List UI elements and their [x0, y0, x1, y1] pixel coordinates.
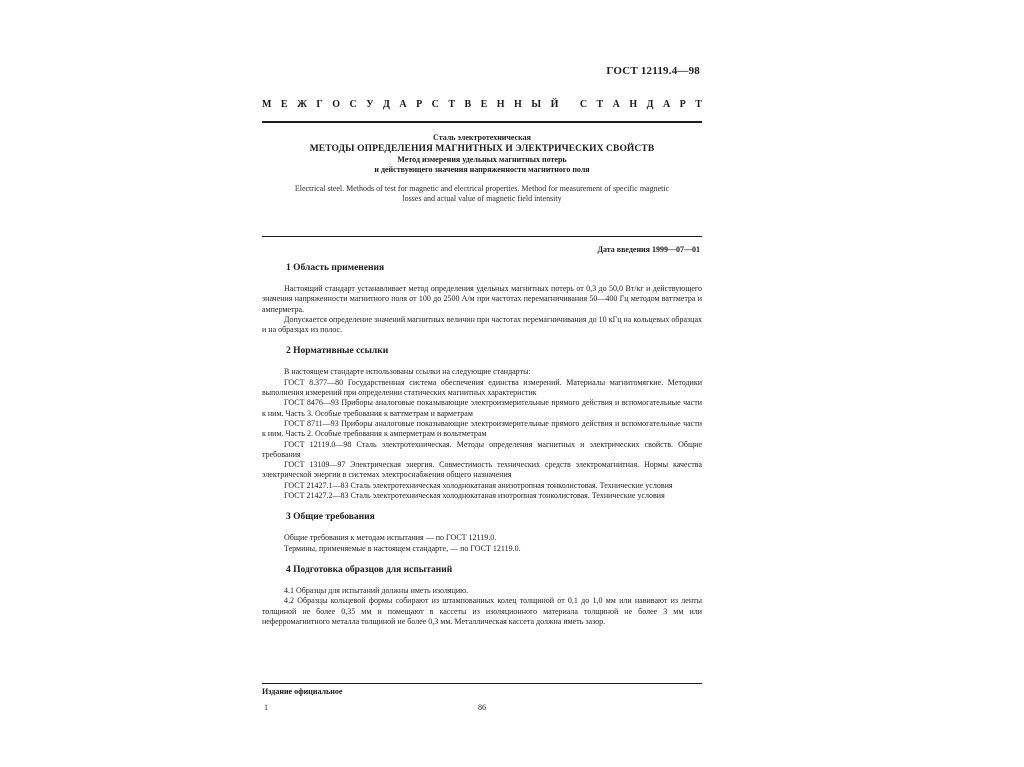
section-4-paragraph-1: 4.1 Образцы для испытаний должны иметь изоляцию. — [284, 585, 469, 595]
english-title-line-2: losses and actual value of magnetic field intensity — [402, 194, 562, 203]
page-number-left: 1 — [264, 703, 268, 712]
interstate-letter: А — [399, 99, 407, 110]
page-number-center: 86 — [478, 703, 486, 712]
interstate-letter: О — [332, 99, 341, 110]
section-2-paragraph-1: В настоящем стандарте использованы ссылки на следующие стандарты: — [284, 367, 531, 377]
interstate-letter: Р — [679, 99, 686, 110]
section-2-paragraph-2: ГОСТ 8.377—80 Государственная система обеспечения единства измерений. Материалы магнитомягкие. Методики выполнения измерений при определении статических магнитных характеристик — [262, 377, 702, 398]
section-2-title: 2 Нормативные ссылки — [286, 346, 389, 357]
section-4-paragraph-2: 4.2 Образцы кольцевой формы собирают из штампованных колец толщиной от 0,1 до 1,0 мм или навивают из ленты толщиной не более 0,35 мм и помещают в кассеты из изоляционного материала толщиной не более 3 мм или неферромагнитного металла толщиной не более 0,3 мм. Металлическая кассета должна иметь зазор. — [262, 596, 702, 626]
footer-rule — [262, 683, 702, 684]
interstate-letter: Н — [514, 99, 522, 110]
section-2-paragraph-6: ГОСТ 13109—97 Электрическая энергия. Совместимость технических средств электромагнитная. Нормы качества электрической энергии в системах электроснабжения общего назначения — [262, 460, 702, 480]
document-page — [262, 55, 702, 720]
interstate-standard-heading — [262, 99, 702, 110]
interstate-letter: Д — [383, 99, 390, 110]
interstate-letter: Е — [480, 99, 488, 110]
interstate-letter: Н — [629, 99, 638, 110]
interstate-letter: Н — [496, 99, 505, 110]
interstate-letter: Е — [280, 99, 288, 110]
title-rule — [262, 236, 702, 237]
interstate-letter: С — [579, 99, 588, 110]
interstate-letter: В — [464, 99, 472, 110]
english-title-line-1: Electrical steel. Methods of test for magnetic and electrical properties. Method for measurement of specific magnetic — [294, 184, 670, 193]
section-2-paragraph-8: ГОСТ 21427.2—83 Сталь электротехническая холоднокатаная изотропная тонколистовая. Технические условия — [284, 491, 665, 501]
official-edition-label: Издание официальное — [262, 687, 343, 696]
section-2-paragraph-5: ГОСТ 12119.0—98 Сталь электротехническая. Методы определения магнитных и электрических свойств. Общие требования — [262, 439, 702, 459]
section-3-paragraph-1: Общие требования к методам испытания — по ГОСТ 12119.0. — [284, 533, 497, 543]
interstate-letter: А — [612, 99, 620, 110]
interstate-letter: А — [662, 99, 671, 110]
section-2-paragraph-7: ГОСТ 21427.1—83 Сталь электротехническая холоднокатаная анизотропная тонколистовая. Технические условия — [284, 480, 673, 490]
interstate-letter: С — [349, 99, 357, 110]
section-4-title: 4 Подготовка образцов для испытаний — [286, 564, 453, 575]
interstate-letter: Т — [448, 99, 456, 110]
section-1-paragraph-2: Допускается определение значений магнитных величин при частотах перемагничивания до 10 кГц на кольцевых образцах и на образцах из полос. — [262, 314, 702, 335]
interstate-letter: Р — [416, 99, 423, 110]
section-1-paragraph-1: Настоящий стандарт устанавливает метод определения удельных магнитных потерь от 0,3 до 50,0 Вт/кг и действующего значения напряженности магнитного поля от 100 до 2500 А/м при частотах перемагничивания 50—400 Гц методом ваттметра и амперметра. — [262, 284, 702, 314]
interstate-letter: У — [366, 99, 374, 110]
interstate-letter: С — [431, 99, 439, 110]
interstate-letter: Й — [550, 99, 559, 110]
introduction-date: Дата введения 1999—07—01 — [597, 245, 700, 254]
interstate-letter: Т — [596, 99, 604, 110]
interstate-letter: Г — [316, 99, 323, 110]
main-title: МЕТОДЫ ОПРЕДЕЛЕНИЯ МАГНИТНЫХ И ЭЛЕКТРИЧЕСКИХ СВОЙСТВ — [309, 144, 655, 154]
interstate-letter: Ы — [531, 99, 542, 110]
interstate-letter: Ж — [297, 99, 307, 110]
method-line-1: Метод измерения удельных магнитных потерь — [397, 155, 567, 164]
header-rule — [262, 121, 702, 123]
interstate-letter: Д — [646, 99, 654, 110]
interstate-letter: М — [262, 99, 272, 110]
title-block — [262, 133, 702, 204]
interstate-word-gap — [568, 99, 571, 110]
section-2-paragraph-3: ГОСТ 8476—93 Приборы аналоговые показывающие электроизмерительные прямого действия и вспомогательные части к ним. Часть 3. Особые требования к ваттметрам и варметрам — [262, 398, 702, 418]
section-3-paragraph-2: Термины, применяемые в настоящем стандарте, — по ГОСТ 12119.0. — [284, 543, 521, 553]
interstate-letter: Т — [695, 99, 702, 110]
document-code: ГОСТ 12119.4—98 — [606, 65, 700, 77]
section-1-title: 1 Область применения — [286, 263, 385, 273]
section-3-title: 3 Общие требования — [286, 512, 375, 523]
subject-line: Сталь электротехническая — [433, 133, 531, 142]
section-2-paragraph-4: ГОСТ 8711—93 Приборы аналоговые показывающие электроизмерительные прямого действия и вспомогательные части к ним. Часть 2. Особые требования к амперметрам и вольтметрам — [262, 418, 702, 439]
document-body — [262, 262, 702, 627]
method-line-2: и действующего значения напряженности магнитного поля — [374, 165, 590, 174]
